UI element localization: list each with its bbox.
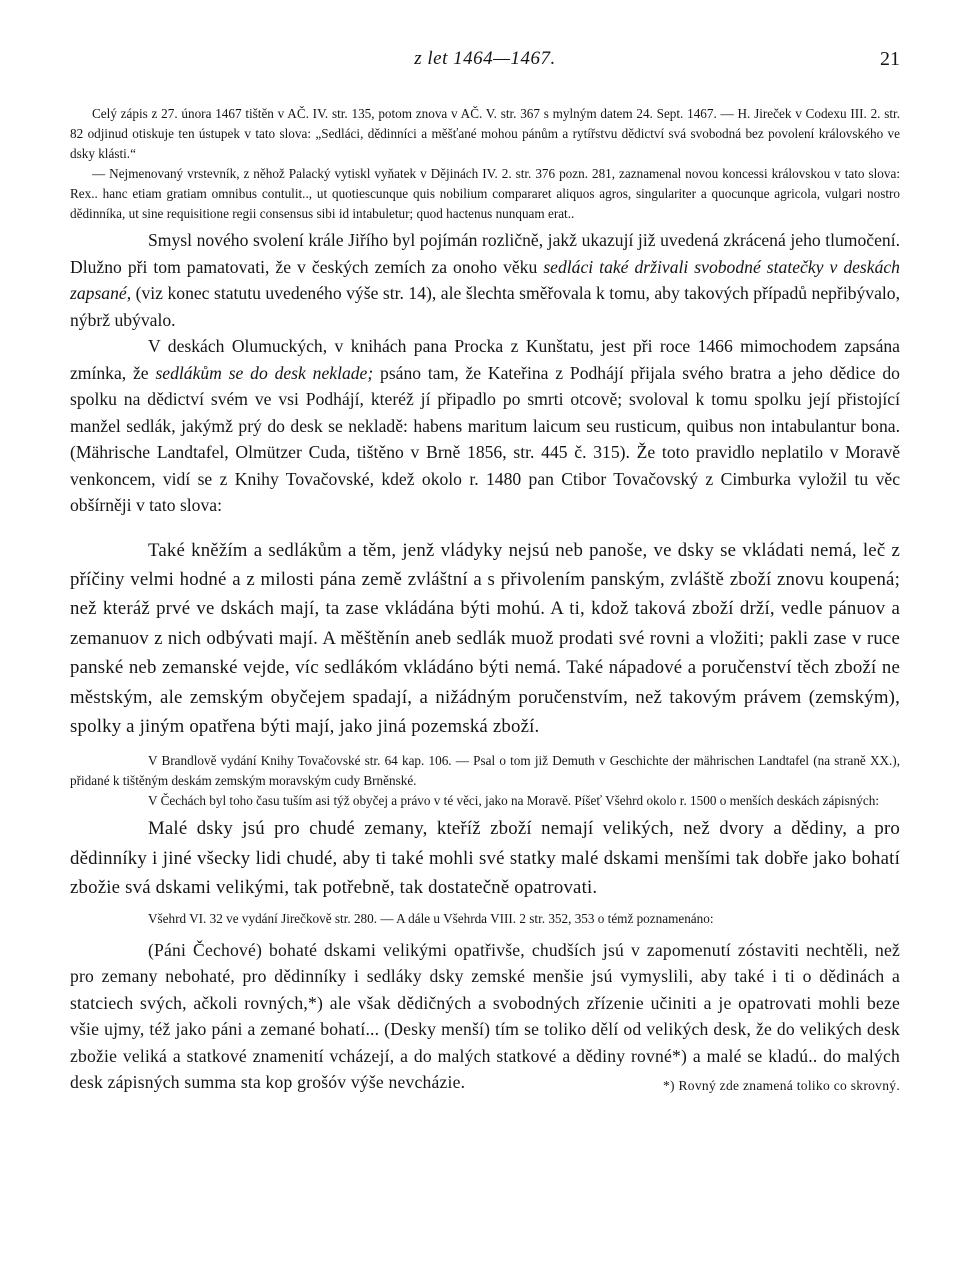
running-title: z let 1464—1467. — [414, 48, 556, 69]
footnote: *) Rovný zde znamená toliko co skrovný. — [662, 1077, 900, 1093]
body-text: psáno tam, že Kateřina z Podhájí přijala svého bratra a jeho dědice do spolku na dědictví svém ve vsi Podhájí, kteréž jí připadlo po smrti otcově; svoloval k tomu spolku její přistojící manžel sedlák, jakýmž prý do desk se nekladě: habens maritum laicum seu rusticum, quibus non intabulantur bona. (Mährische Landtafel, Olmützer Cuda, tištěno v Brně 1856, str. 445 č. 315). Že toto pravidlo neplatilo v Moravě venkoncem, vidí se z Knihy Tovačovské, kdež okolo r. 1480 pan Ctibor Tovačovský z Cimburka vyložil tu věc obšírněji v tato slova: — [70, 362, 900, 515]
note-paragraph: — Nejmenovaný vrstevník, z něhož Palacký vytiskl vyňatek v Dějinách IV. 2. str. 376 pozn. 281, zaznamenal novou koncessi královskou v tato slova: Rex.. hanc etiam gratiam omnibus contulit.., ut quotiescunque quis nobilium compararet aliquos agros, singulariter a quocunque agricola, vulgari nostro dědinníka, ut sine requisitione regii consensus sibi id intabuletur; quod hactenus nunquam erat.. — [70, 166, 900, 221]
body-paragraph — [70, 227, 900, 333]
document-page — [70, 48, 900, 1096]
body-text: Smysl nového svolení krále Jiřího byl pojímán rozličně, jakž ukazují již uvedená zkrácená jeho tlumočení. Dlužno při tom pamatovati, že v českých zemích za onoho věku — [70, 230, 900, 277]
note-paragraph: Všehrd VI. 32 ve vydání Jirečkově str. 280. — A dále u Všehrda VIII. 2 str. 352, 353 o témž poznamenáno: — [148, 910, 714, 926]
top-notes — [70, 104, 900, 224]
body-text: V deskách Olumuckých, v knihách pana Procka z Kunštatu, jest při roce 1466 mimochodem zapsána zmínka, že — [70, 336, 900, 383]
note-paragraph: V Brandlově vydání Knihy Tovačovské str. 64 kap. 106. — Psal o tom již Demuth v Geschichte der mährischen Landtafel (na straně XX.), přidané k tištěným deskám zemským moravským cudy Brněnské. — [70, 753, 900, 789]
page-number: 21 — [880, 48, 900, 70]
emphasis-text: sedlákům se do desk neklade; — [155, 362, 374, 383]
emphasis-text: sedláci také drživali svobodné statečky v deskách zapsané, — [70, 256, 900, 303]
quote-tovacovska: Také kněžím a sedlákům a těm, jenž vládyky nejsú neb panoše, ve dsky se vkládati nemá, leč z příčiny velmi hodné a z milosti pána země zvláštní a s přivolením panským, zvláště zboží znovu koupená; než kteráž prvé ve dskách mají, ta zase vkládána býti mohú. A ti, kdož taková zboží drží, vedle pánuov a zemanuov z nich odbývati mají. A měštěnín aneb sedlák muož prodati své rovni a vložiti; pakli zase v ruce panské neb zemanské vejde, víc sedlákóm vkládáno býti nemá. Také nápadové a poručenství těch zboží ne městským, ale zemským obyčejem spadají, a nižádným poručenstvím, než takovým právem (zemským), spolky a jiným opatřena býti mají, jako jiná pozemská zboží. — [70, 539, 900, 737]
note-paragraph: Celý zápis z 27. února 1467 tištěn v AČ. IV. str. 135, potom znova v AČ. V. str. 367 s mylným datem 24. Sept. 1467. — H. Jireček v Codexu III. 2. str. 82 odjinud otiskuje ten ústupek v tato slova: „Sedláci, dědinníci a měšťané mohou pánům a rytířstvu dědictví svá svobodná bez povolení královského ve dsky klásti.“ — [70, 106, 900, 161]
note-paragraph: V Čechách byl toho času tuším asi týž obyčej a právo v té věci, jako na Moravě. Píšeť Všehrd okolo r. 1500 o menších deskách zápisných: — [148, 793, 880, 809]
quote-block — [70, 937, 900, 1096]
body-text: (viz konec statutu uvedeného výše str. 14), ale šlechta směřovala k tomu, aby takových případů nepřibývalo, nýbrž ubývalo. — [70, 283, 900, 330]
body-paragraph — [70, 333, 900, 519]
mid-notes — [70, 751, 900, 811]
page-header — [70, 48, 900, 78]
quote-vsehrd-2: (Páni Čechové) bohaté dskami velikými opatřivše, chudších jsú v zapomenutí zóstaviti nechtěli, než pro zemany nebohaté, pro dědinníky i sedláky dsky zemské menšie jsú vymyslili, aby také i ti o dědinách a statciech svých, ačkoli rovných,*) ale však dědičných a svobodných zřízenie učiniti a je opatrovati mohli beze všie ujmy, též jako páni a zemané bohatí... (Desky menší) tím se toliko dělí od velikých desk, že do velikých desk zbožie veliká a statkové znamenití vcházejí, a do malých statkové a dědiny rovné*) a malé se kladú.. do malých desk zápisných summa sta kop grošóv výše nevcházie. — [70, 939, 900, 1093]
quote-vsehrd-1: Malé dsky jsú pro chudé zemany, kteříž zboží nemají velikých, než dvory a dědiny, a pro dědinníky i jiné všecky lidi chudé, aby ti také mohli své statky malé dskami menšími tak dobře jako bohatí zbožie svá dskami velikými, tak potřebně, tak dostatečně opatrovati. — [70, 818, 900, 899]
